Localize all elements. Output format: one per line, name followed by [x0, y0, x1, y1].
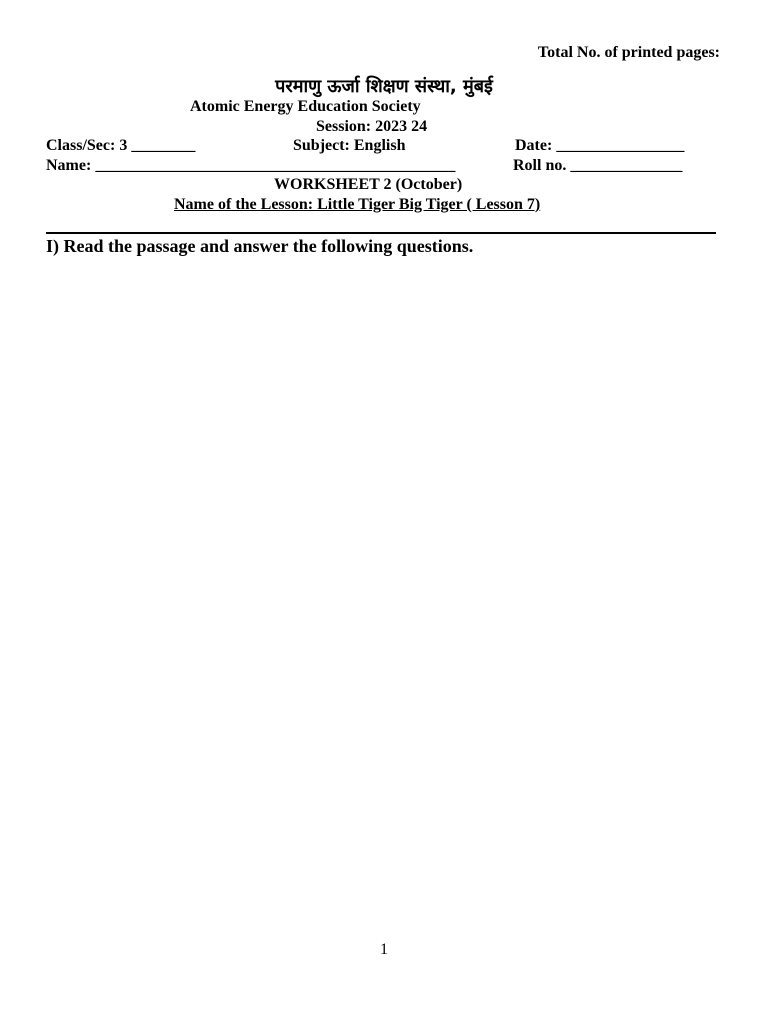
- class-sec-field: Class/Sec: 3 ________: [46, 137, 196, 154]
- session-label: Session: 2023 24: [316, 118, 428, 135]
- question-heading: I) Read the passage and answer the following questions.: [46, 236, 474, 256]
- subject-field: Subject: English: [293, 137, 406, 154]
- date-field: Date: ________________: [515, 137, 685, 154]
- page-number: 1: [380, 941, 388, 958]
- lesson-name: Name of the Lesson: Little Tiger Big Tiger ( Lesson 7): [174, 196, 541, 213]
- hindi-institution-title: परमाणु ऊर्जा शिक्षण संस्था, मुंबई: [275, 76, 493, 97]
- name-field: Name: _____________________________________________: [46, 157, 456, 174]
- horizontal-divider: [46, 232, 716, 234]
- organization-name: Atomic Energy Education Society: [190, 98, 421, 115]
- worksheet-title: WORKSHEET 2 (October): [274, 176, 463, 193]
- roll-no-field: Roll no. ______________: [513, 157, 683, 174]
- printed-pages-label: Total No. of printed pages:: [537, 44, 720, 61]
